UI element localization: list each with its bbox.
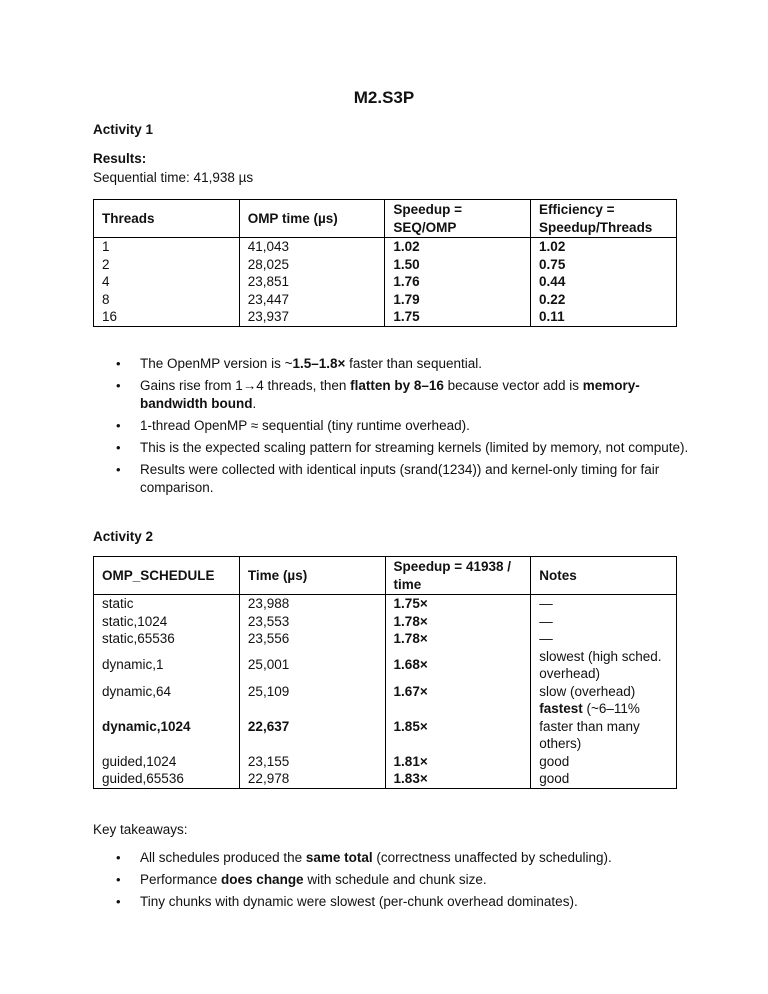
emphasis-text: does change	[221, 872, 304, 887]
table-row	[94, 238, 677, 256]
table-row	[94, 683, 677, 701]
header-efficiency: Efficiency = Speedup/Threads	[531, 200, 677, 238]
list-item-text: .	[252, 396, 257, 411]
efficiency-cell: 0.75	[531, 256, 677, 274]
list-item-text: 1-thread OpenMP ≈ sequential (tiny runtime overhead).	[140, 418, 470, 433]
time-cell: 23,988	[239, 595, 385, 613]
time-cell: 23,556	[239, 630, 385, 648]
threads-cell: 8	[94, 291, 240, 309]
takeaways-list	[93, 849, 693, 915]
schedule-cell: dynamic,1024	[94, 700, 240, 753]
emphasis-text: memory-bandwidth bound	[140, 378, 640, 411]
efficiency-cell: 0.22	[531, 291, 677, 309]
schedule-cell: guided,1024	[94, 753, 240, 771]
notes-cell: good	[531, 753, 677, 771]
speedup-cell: 1.68×	[385, 648, 531, 683]
schedule-cell: static,1024	[94, 613, 240, 631]
list-item-text: Gains rise from 1→4 threads, then	[140, 378, 351, 393]
header-omp-time: OMP time (µs)	[239, 200, 385, 238]
threads-table-body	[94, 238, 677, 327]
results-label: Results:	[93, 151, 147, 166]
time-cell: 23,155	[239, 753, 385, 771]
speedup-cell: 1.78×	[385, 630, 531, 648]
header-speedup: Speedup = 41938 / time	[385, 557, 531, 595]
list-item	[93, 893, 693, 911]
time-cell: 25,001	[239, 648, 385, 683]
table-row	[94, 273, 677, 291]
omp-time-cell: 41,043	[239, 238, 385, 256]
notes-cell: —	[531, 613, 677, 631]
schedule-cell: dynamic,64	[94, 683, 240, 701]
table-header-row	[94, 200, 677, 238]
takeaways-label: Key takeaways:	[93, 822, 188, 837]
omp-time-cell: 23,851	[239, 273, 385, 291]
list-item	[93, 461, 693, 497]
speedup-cell: 1.81×	[385, 753, 531, 771]
page-title: M2.S3P	[353, 88, 415, 107]
activity1-heading: Activity 1	[93, 122, 154, 137]
header-threads: Threads	[94, 200, 240, 238]
list-item-text: (correctness unaffected by scheduling).	[372, 850, 612, 865]
list-item-text: Tiny chunks with dynamic were slowest (per-chunk overhead dominates).	[140, 894, 578, 909]
table-row	[94, 613, 677, 631]
omp-time-cell: 23,937	[239, 308, 385, 326]
note-text-cont: faster than many others)	[539, 718, 640, 751]
notes-cell: —	[531, 595, 677, 613]
schedule-cell: dynamic,1	[94, 648, 240, 683]
table-header-row	[94, 557, 677, 595]
schedule-cell: static,65536	[94, 630, 240, 648]
speedup-cell: 1.76	[385, 273, 531, 291]
sequential-time: Sequential time: 41,938 µs	[93, 170, 254, 185]
table-row	[94, 648, 677, 683]
notes-cell	[531, 700, 677, 753]
speedup-cell: 1.50	[385, 256, 531, 274]
time-cell: 22,637	[239, 700, 385, 753]
threads-cell: 4	[94, 273, 240, 291]
note-text: (~6–11%	[582, 701, 640, 716]
emphasis-text: 1.5–1.8×	[292, 356, 346, 371]
list-item	[93, 355, 693, 373]
omp-time-cell: 28,025	[239, 256, 385, 274]
list-item-text: Performance	[140, 872, 222, 887]
table-row	[94, 700, 677, 753]
table-row	[94, 770, 677, 788]
table-row	[94, 291, 677, 309]
list-item-text: faster than sequential.	[345, 356, 482, 371]
list-item	[93, 849, 693, 867]
emphasis-text: same total	[305, 850, 373, 865]
list-item-text: Results were collected with identical inputs (srand(1234)) and kernel-only timing for fair comparison.	[140, 462, 660, 495]
table-row	[94, 630, 677, 648]
header-time: Time (µs)	[239, 557, 385, 595]
time-cell: 22,978	[239, 770, 385, 788]
note-highlight: fastest	[539, 701, 583, 716]
omp-time-cell: 23,447	[239, 291, 385, 309]
table-row	[94, 308, 677, 326]
speedup-cell: 1.75×	[385, 595, 531, 613]
table-row	[94, 256, 677, 274]
notes-cell: —	[531, 630, 677, 648]
threads-cell: 1	[94, 238, 240, 256]
list-item	[93, 871, 693, 889]
header-omp-schedule: OMP_SCHEDULE	[94, 557, 240, 595]
list-item-text: with schedule and chunk size.	[303, 872, 487, 887]
emphasis-text: flatten by 8–16	[350, 378, 444, 393]
list-item-text: All schedules produced the	[140, 850, 306, 865]
notes-cell: slow (overhead)	[531, 683, 677, 701]
time-cell: 25,109	[239, 683, 385, 701]
schedule-table-body	[94, 595, 677, 789]
speedup-cell: 1.85×	[385, 700, 531, 753]
speedup-cell: 1.02	[385, 238, 531, 256]
schedule-table	[93, 556, 677, 789]
speedup-cell: 1.75	[385, 308, 531, 326]
notes-cell: slowest (high sched. overhead)	[531, 648, 677, 683]
table-row	[94, 753, 677, 771]
speedup-cell: 1.67×	[385, 683, 531, 701]
efficiency-cell: 0.44	[531, 273, 677, 291]
threads-table	[93, 199, 677, 327]
efficiency-cell: 1.02	[531, 238, 677, 256]
list-item	[93, 377, 693, 413]
time-cell: 23,553	[239, 613, 385, 631]
schedule-cell: static	[94, 595, 240, 613]
header-speedup: Speedup = SEQ/OMP	[385, 200, 531, 238]
speedup-cell: 1.79	[385, 291, 531, 309]
list-item-text: This is the expected scaling pattern for streaming kernels (limited by memory, not compute).	[140, 440, 689, 455]
speedup-cell: 1.83×	[385, 770, 531, 788]
threads-cell: 2	[94, 256, 240, 274]
efficiency-cell: 0.11	[531, 308, 677, 326]
speedup-cell: 1.78×	[385, 613, 531, 631]
schedule-cell: guided,65536	[94, 770, 240, 788]
list-item-text: because vector add is	[443, 378, 583, 393]
threads-cell: 16	[94, 308, 240, 326]
table-row	[94, 595, 677, 613]
activity2-heading: Activity 2	[93, 529, 154, 544]
activity1-findings-list	[93, 355, 693, 501]
list-item-text: The OpenMP version is ~	[140, 356, 293, 371]
header-notes: Notes	[531, 557, 677, 595]
list-item	[93, 417, 693, 435]
list-item	[93, 439, 693, 457]
notes-cell: good	[531, 770, 677, 788]
